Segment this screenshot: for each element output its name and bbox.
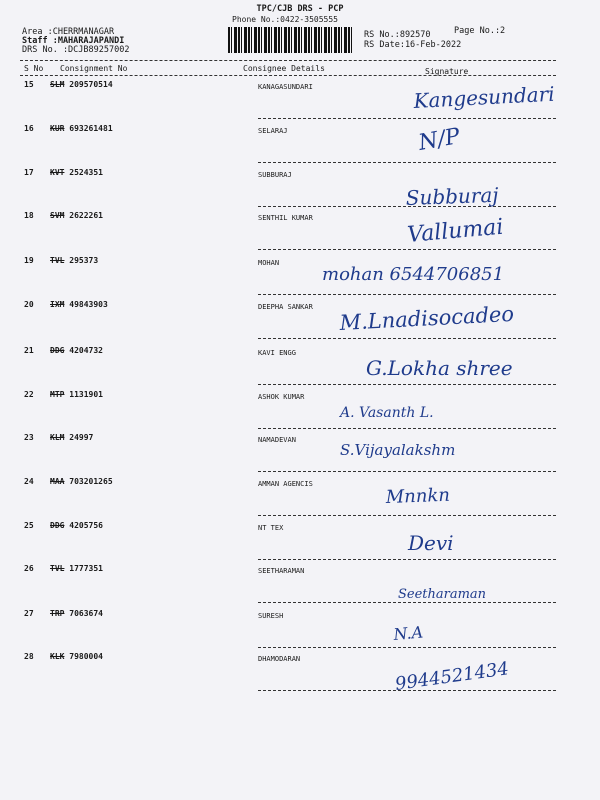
consignment-prefix: IXM [50,300,65,309]
row-consignment-number [50,390,103,399]
row-consignee-name: SURESH [258,612,284,620]
row-consignment-number [50,609,103,618]
row-serial-number: 28 [24,652,34,661]
row-serial-number: 15 [24,80,34,89]
row-consignment-number [50,564,103,573]
signature-text: M.Lnadisocadeo [339,301,515,335]
signature-text: Kangesundari [413,81,556,113]
row-consignment-number [50,80,113,89]
consignment-prefix: DDG [50,346,65,355]
consignment-prefix: MTP [50,390,65,399]
row-consignee-name: MOHAN [258,259,280,267]
signature-text: A. Vasanth L. [340,405,434,421]
row-consignee-name: SELARAJ [258,127,288,135]
consignment-prefix: DDG [50,521,65,530]
row-signature [322,252,522,292]
row-serial-number: 26 [24,564,34,573]
row-consignment-number [50,256,98,265]
row-divider [258,162,556,163]
consignment-prefix: KUR [50,124,65,133]
row-consignment-number [50,168,103,177]
signature-text: G.Lokha shree [366,356,513,380]
row-serial-number: 25 [24,521,34,530]
row-consignment-number [50,300,108,309]
row-serial-number: 19 [24,256,34,265]
consignment-number: 24997 [69,433,94,442]
row-serial-number: 17 [24,168,34,177]
consignment-number: 703201265 [69,477,113,486]
signature-text: 9944521434 [393,658,511,695]
signature-text: S.Vijayalakshm [340,441,456,459]
row-signature [393,658,596,702]
page-number: Page No.:2 [454,26,506,36]
signature-text: Mnnkn [385,484,451,508]
header-divider-top [20,60,556,61]
consignment-prefix: TRP [50,609,65,618]
row-consignee-name: DEEPHA SANKAR [258,303,313,311]
row-serial-number: 18 [24,211,34,220]
row-signature [340,389,540,429]
drs-number: DRS No. :DCJB89257002 [22,45,130,55]
consignment-number: 693261481 [69,124,113,133]
row-serial-number: 22 [24,390,34,399]
consignment-prefix: TVL [50,256,65,265]
consignment-number: 295373 [69,256,99,265]
signature-text: Devi [408,531,454,555]
signature-text: Seetharaman [398,587,487,602]
area: Area :CHERRMANAGAR [22,27,115,37]
column-sno: S No [24,64,44,73]
row-signature [406,177,600,217]
consignment-number: 49843903 [69,300,108,309]
row-signature [340,427,540,467]
row-consignee-name: SENTHIL KUMAR [258,214,313,222]
barcode [228,27,354,53]
row-consignment-number [50,652,103,661]
consignment-prefix: TVL [50,564,65,573]
signature-text: N.A [392,622,424,644]
row-signature [394,612,594,652]
staff: Staff :MAHARAJAPANDI [22,36,125,46]
row-signature [408,214,600,254]
consignment-number: 4205756 [69,521,103,530]
consignment-number: 7063674 [69,609,103,618]
consignment-number: 1777351 [69,564,103,573]
row-consignee-name: KAVI ENGG [258,349,296,357]
column-signature: Signature [425,67,469,76]
row-serial-number: 16 [24,124,34,133]
consignment-number: 4204732 [69,346,103,355]
row-consignee-name: ASHOK KUMAR [258,393,305,401]
row-consignee-name: NT TEX [258,524,284,532]
consignment-prefix: SLM [50,80,65,89]
row-consignee-name: SUBBURAJ [258,171,292,179]
row-serial-number: 27 [24,609,34,618]
consignment-number: 2622261 [69,211,103,220]
row-divider [258,294,556,295]
row-consignment-number [50,124,113,133]
row-consignee-name: AMMAN AGENCIS [258,480,313,488]
row-serial-number: 23 [24,433,34,442]
row-signature [340,302,540,342]
row-consignment-number [50,477,113,486]
signature-text: Vallumai [406,214,505,248]
rs-date: RS Date:16-Feb-2022 [364,40,462,50]
header-divider-bottom [20,75,556,76]
row-consignment-number [50,211,103,220]
row-consignment-number [50,346,103,355]
row-signature [366,347,566,387]
consignment-number: 7980004 [69,652,103,661]
row-consignee-name: SEETHARAMAN [258,567,305,575]
consignment-number: 1131901 [69,390,103,399]
consignment-prefix: KLK [50,652,65,661]
consignment-number: 209570514 [69,80,113,89]
signature-text: N/P [416,124,462,156]
consignment-prefix: SVM [50,211,65,220]
row-consignee-name: KANAGASUNDARI [258,83,313,91]
row-consignment-number [50,433,93,442]
row-signature [386,475,586,515]
consignment-prefix: KLM [50,433,65,442]
row-consignee-name: NAMADEVAN [258,436,296,444]
row-signature [416,122,600,162]
column-consignee-details: Consignee Details [243,64,325,73]
row-consignment-number [50,521,103,530]
document-title: TPC/CJB DRS - PCP [256,4,344,14]
row-signature [398,570,598,610]
signature-text: Subburaj [405,182,499,210]
row-divider [258,471,556,472]
signature-text: mohan 6544706851 [322,264,505,285]
consignment-number: 2524351 [69,168,103,177]
row-consignee-name: DHAMODARAN [258,655,301,663]
row-divider [258,515,556,516]
row-serial-number: 24 [24,477,34,486]
consignment-prefix: MAA [50,477,65,486]
row-signature [414,80,600,120]
row-signature [408,522,600,562]
phone-number: Phone No.:0422-3505555 [232,15,338,24]
column-consignment: Consignment No [60,64,128,73]
row-serial-number: 20 [24,300,34,309]
consignment-prefix: KVT [50,168,65,177]
row-serial-number: 21 [24,346,34,355]
rs-number: RS No.:892570 [364,30,431,40]
